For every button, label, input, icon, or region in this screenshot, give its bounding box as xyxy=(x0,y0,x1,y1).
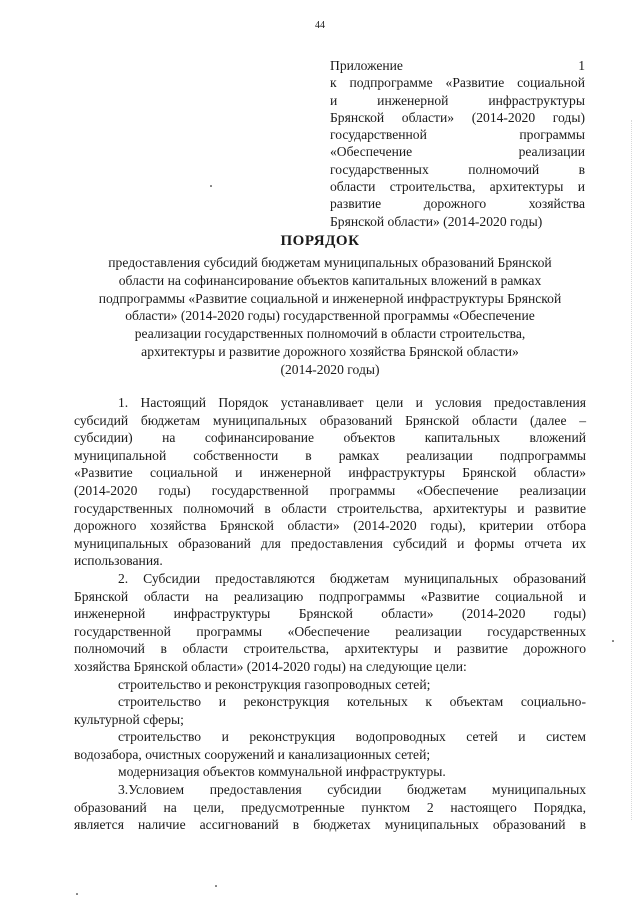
appendix-line: развитие дорожного хозяйства xyxy=(330,196,585,212)
appendix-line: государственной программы xyxy=(330,127,585,143)
paragraph-2-line: государственной программы «Обеспечение реализации государственных xyxy=(74,623,586,639)
page-number: 44 xyxy=(315,20,325,31)
paragraph-3-line: образований на цели, предусмотренные пунктом 2 настоящего Порядка, xyxy=(74,799,586,815)
document-title: ПОРЯДОК xyxy=(280,233,360,249)
paragraph-1-line: муниципальной собственности в рамках реализации подпрограммы xyxy=(74,447,586,463)
list-item-water-cont: водозабора, очистных сооружений и канализационных сетей; xyxy=(74,746,431,762)
subtitle-line: архитектуры и развитие дорожного хозяйства Брянской области» xyxy=(141,343,519,359)
subtitle-line: области на софинансирование объектов капитальных вложений в рамках xyxy=(118,272,542,288)
appendix-line: Приложение 1 xyxy=(330,58,585,73)
subtitle-line: реализации государственных полномочий в области строительства, xyxy=(134,326,526,342)
paragraph-2-line: инженерной инфраструктуры Брянской области» (2014-2020 годы) xyxy=(74,606,586,622)
subtitle-line: подпрограммы «Развитие социальной и инженерной инфраструктуры Брянской xyxy=(98,290,562,306)
paragraph-1-line: «Развитие социальной и инженерной инфраструктуры Брянской области» xyxy=(74,465,586,481)
document-body xyxy=(74,394,586,834)
appendix-line: области строительства, архитектуры и xyxy=(330,179,585,195)
paragraph-1-line: субсидий бюджетам муниципальных образований Брянской области (далее – xyxy=(74,412,586,428)
paragraph-2-line: хозяйства Брянской области» (2014-2020 годы) на следующие цели: xyxy=(74,658,467,674)
paragraph-1-line: (2014-2020 годы) государственной программы «Обеспечение реализации xyxy=(74,482,586,498)
document-subtitle xyxy=(60,254,600,379)
list-item-utilities: модернизация объектов коммунальной инфраструктуры. xyxy=(118,764,446,780)
paragraph-1-line: дорожного хозяйства Брянской области» (2014-2020 годы), критерии отбора xyxy=(74,518,586,534)
list-item-gas: строительство и реконструкция газопроводных сетей; xyxy=(118,676,431,692)
paragraph-1-line: государственных полномочий в области строительства, архитектуры и развитие xyxy=(74,500,586,516)
paragraph-2-line: полномочий в области строительства, архитектуры и развитие дорожного xyxy=(74,641,586,657)
scan-edge-line xyxy=(630,120,632,820)
appendix-line: государственных полномочий в xyxy=(330,161,585,177)
paragraph-1-line: 1. Настоящий Порядок устанавливает цели и условия предоставления xyxy=(118,395,586,410)
appendix-line: Брянской области» (2014-2020 годы) xyxy=(330,213,543,229)
paragraph-1-line: муниципальных образований для предоставления субсидий и формы отчета их xyxy=(74,535,586,551)
paragraph-2-line: 2. Субсидии предоставляются бюджетам муниципальных образований xyxy=(118,570,586,586)
subtitle-line: области» (2014-2020 годы) государственной программы «Обеспечение xyxy=(125,308,535,324)
appendix-line: «Обеспечение реализации xyxy=(330,144,585,160)
list-item-boilers: строительство и реконструкция котельных к объектам социально- xyxy=(118,694,586,710)
paragraph-1-line: использования. xyxy=(74,553,163,569)
appendix-header xyxy=(330,57,585,230)
list-item-boilers-cont: культурной сферы; xyxy=(74,711,184,727)
paragraph-3-line: является наличие ассигнований в бюджетах муниципальных образований в xyxy=(74,817,586,833)
list-item-water: строительство и реконструкция водопроводных сетей и систем xyxy=(118,729,586,745)
paragraph-2-line: Брянской области на реализацию подпрограммы «Развитие социальной и xyxy=(74,588,586,604)
paragraph-1-line: субсидии) на софинансирование объектов капитальных вложений xyxy=(74,430,586,446)
appendix-line: к подпрограмме «Развитие социальной xyxy=(330,75,585,91)
appendix-line: Брянской области» (2014-2020 годы) xyxy=(330,109,585,125)
appendix-line: и инженерной инфраструктуры xyxy=(330,92,585,108)
subtitle-line: (2014-2020 годы) xyxy=(280,361,380,377)
paragraph-3-line: 3.Условием предоставления субсидии бюджетам муниципальных xyxy=(118,782,586,798)
subtitle-line: предоставления субсидий бюджетам муниципальных образований Брянской xyxy=(108,255,552,270)
